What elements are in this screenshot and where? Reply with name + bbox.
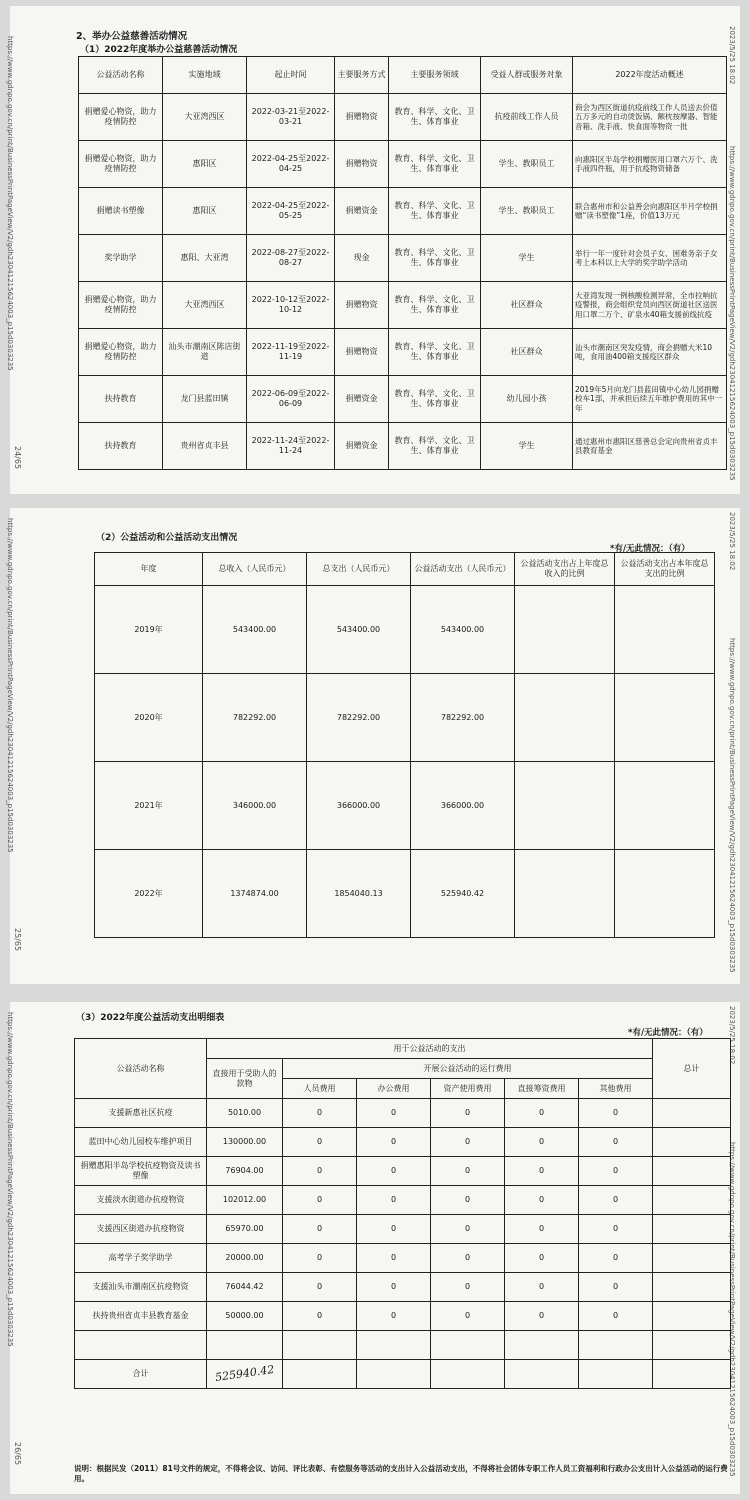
cell-charity: 782292.00: [411, 674, 515, 762]
cell-area: 惠阳、大亚湾: [163, 235, 247, 282]
cell-name: 奖学助学: [79, 235, 163, 282]
col-header: 公益活动支出（人民币元）: [411, 553, 515, 586]
cell-op: 0: [579, 1099, 653, 1128]
cell-desc: 2019年5月向龙门县蓝田镇中心幼儿园捐赠校车1部，并承担后续五年维护费用的其中一年: [573, 376, 727, 423]
table-row: [75, 1186, 731, 1215]
cell-total: [653, 1099, 731, 1128]
cell-desc: 举行一年一度针对会员子女、困难务亲子女考上本科以上大学的奖学助学活动: [573, 235, 727, 282]
table-row-total: [75, 1360, 731, 1389]
cell-direct: 130000.00: [207, 1128, 283, 1157]
cell-name: 蓝田中心幼儿园校车维护项目: [75, 1128, 207, 1157]
charity-activities-table: [78, 56, 727, 470]
document-page-25: [6, 508, 740, 984]
cell-expense: 543400.00: [307, 586, 411, 674]
expenditure-detail-table: [74, 1038, 731, 1389]
cell-op: 0: [357, 1157, 431, 1186]
col-header: 公益活动支出占本年度总支出的比例: [615, 553, 715, 586]
col-header: 主要服务方式: [335, 57, 389, 94]
cell-name: 扶持教育: [79, 423, 163, 470]
cell-op: 0: [283, 1215, 357, 1244]
table-row: [75, 1302, 731, 1331]
col-header: 总收入（人民币元）: [203, 553, 307, 586]
table-row: [95, 586, 715, 674]
cell-name: 捐赠爱心物资，助力疫情防控: [79, 329, 163, 376]
cell-op: 0: [357, 1099, 431, 1128]
cell-charity: 366000.00: [411, 762, 515, 850]
page-number: 26/65: [13, 1442, 22, 1466]
cell-op: 0: [505, 1128, 579, 1157]
cell-op: 0: [579, 1186, 653, 1215]
cell-op: 0: [283, 1157, 357, 1186]
col-header: 公益活动支出占上年度总收入的比例: [515, 553, 615, 586]
cell-time: 2022-11-24至2022-11-24: [247, 423, 335, 470]
cell-direct: 65970.00: [207, 1215, 283, 1244]
col-header-op: 人员费用: [283, 1079, 357, 1099]
has-situation-note: *有/无此情况：（有）: [628, 1028, 708, 1038]
cell-target: 社区群众: [481, 329, 573, 376]
cell-op: 0: [283, 1186, 357, 1215]
cell-time: 2022-03-21至2022-03-21: [247, 94, 335, 141]
cell-op: 0: [357, 1128, 431, 1157]
cell-income: 543400.00: [203, 586, 307, 674]
page-url-right: https://www.gdnpo.gov.cn/print/BusinessPrintPageView/V2/gdh23041215624003_p15d0303235: [728, 1142, 736, 1477]
cell-name: 捐赠惠阳半岛学校抗疫物资及读书塑像: [75, 1157, 207, 1186]
cell-op: 0: [283, 1128, 357, 1157]
cell-income: 1374874.00: [203, 850, 307, 938]
col-header: 年度: [95, 553, 203, 586]
cell-time: 2022-04-25至2022-04-25: [247, 141, 335, 188]
cell-op: 0: [579, 1302, 653, 1331]
cell-op: 0: [357, 1215, 431, 1244]
cell-op: 0: [431, 1273, 505, 1302]
table-row: [95, 762, 715, 850]
cell-year: 2020年: [95, 674, 203, 762]
cell-area: 惠阳区: [163, 188, 247, 235]
cell-empty: [431, 1360, 505, 1389]
cell-field: 教育、科学、文化、卫生、体育事业: [389, 376, 481, 423]
cell-target: 社区群众: [481, 282, 573, 329]
has-situation-note: *有/无此情况：（有）: [610, 544, 690, 554]
cell-field: 教育、科学、文化、卫生、体育事业: [389, 141, 481, 188]
cell-target: 学生、教职员工: [481, 141, 573, 188]
cell-ratio_prev: [515, 674, 615, 762]
cell-ratio_curr: [615, 586, 715, 674]
cell-time: 2022-11-19至2022-11-19: [247, 329, 335, 376]
cell-empty: [579, 1331, 653, 1360]
cell-field: 教育、科学、文化、卫生、体育事业: [389, 423, 481, 470]
cell-total: [653, 1273, 731, 1302]
cell-ratio_curr: [615, 674, 715, 762]
cell-op: 0: [431, 1157, 505, 1186]
table-row: [75, 1244, 731, 1273]
table-row: [79, 188, 727, 235]
table-row: [79, 329, 727, 376]
col-header-group: 用于公益活动的支出: [207, 1039, 653, 1059]
cell-op: 0: [431, 1215, 505, 1244]
col-header-total: 总计: [653, 1039, 731, 1099]
cell-field: 教育、科学、文化、卫生、体育事业: [389, 282, 481, 329]
cell-direct: 5010.00: [207, 1099, 283, 1128]
cell-op: 0: [431, 1186, 505, 1215]
cell-name: 支援淡水街道办抗疫物资: [75, 1186, 207, 1215]
table-row: [95, 850, 715, 938]
cell-target: 抗疫前线工作人员: [481, 94, 573, 141]
table-title: （3）2022年度公益活动支出明细表: [76, 1013, 225, 1023]
col-header: 主要服务领域: [389, 57, 481, 94]
cell-time: 2022-04-25至2022-05-25: [247, 188, 335, 235]
cell-direct: 76044.42: [207, 1273, 283, 1302]
handwritten-total: 525940.42: [214, 1363, 275, 1385]
cell-expense: 366000.00: [307, 762, 411, 850]
cell-method: 捐赠资金: [335, 423, 389, 470]
cell-target: 学生: [481, 235, 573, 282]
cell-target: 学生、教职员工: [481, 188, 573, 235]
cell-income: 346000.00: [203, 762, 307, 850]
col-header-op: 资产使用费用: [431, 1079, 505, 1099]
cell-area: 大亚湾西区: [163, 94, 247, 141]
col-header: 2022年度活动概述: [573, 57, 727, 94]
cell-ratio_prev: [515, 850, 615, 938]
cell-area: 汕头市潮南区陈店街道: [163, 329, 247, 376]
col-header-op: 办公费用: [357, 1079, 431, 1099]
cell-area: 惠阳区: [163, 141, 247, 188]
page-timestamp: 2023/5/25 18:02: [728, 1006, 736, 1065]
cell-expense: 782292.00: [307, 674, 411, 762]
cell-op: 0: [283, 1273, 357, 1302]
cell-year: 2019年: [95, 586, 203, 674]
table-row: [75, 1157, 731, 1186]
table-row: [79, 235, 727, 282]
page-timestamp: 2023/5/25 18:02: [728, 512, 736, 571]
cell-total: [653, 1186, 731, 1215]
cell-desc: 联合惠州市和公益善会向惠阳区半月学校捐赠“读书塑像”1座，价值13万元: [573, 188, 727, 235]
cell-op: 0: [579, 1215, 653, 1244]
cell-name: 捐赠爱心物资，助力疫情防控: [79, 141, 163, 188]
table-row: [79, 423, 727, 470]
cell-method: 现金: [335, 235, 389, 282]
table-row: [95, 674, 715, 762]
col-header-direct: 直接用于受助人的款物: [207, 1059, 283, 1099]
cell-empty: [207, 1331, 283, 1360]
cell-total: [653, 1244, 731, 1273]
cell-time: 2022-08-27至2022-08-27: [247, 235, 335, 282]
cell-field: 教育、科学、文化、卫生、体育事业: [389, 188, 481, 235]
cell-area: 龙门县蓝田镇: [163, 376, 247, 423]
cell-area: 大亚湾西区: [163, 282, 247, 329]
page-url-right: https://www.gdnpo.gov.cn/print/BusinessPrintPageView/V2/gdh23041215624003_p15d0303235: [728, 638, 736, 973]
page-number: 25/65: [13, 928, 22, 952]
cell-ratio_curr: [615, 850, 715, 938]
cell-name: 扶持教育: [79, 376, 163, 423]
cell-name: 支援汕头市潮南区抗疫物资: [75, 1273, 207, 1302]
cell-op: 0: [357, 1302, 431, 1331]
page-url-right: https://www.gdnpo.gov.cn/print/BusinessPrintPageView/V2/gdh23041215624003_p15d0303235: [728, 146, 736, 481]
expenditure-summary-table: [94, 552, 715, 938]
cell-op: 0: [431, 1302, 505, 1331]
cell-empty: [283, 1360, 357, 1389]
cell-direct: 50000.00: [207, 1302, 283, 1331]
cell-target: 幼儿园小孩: [481, 376, 573, 423]
cell-ratio_curr: [615, 762, 715, 850]
cell-year: 2021年: [95, 762, 203, 850]
col-header: 起止时间: [247, 57, 335, 94]
cell-op: 0: [505, 1157, 579, 1186]
cell-expense: 1854040.13: [307, 850, 411, 938]
cell-total: [653, 1128, 731, 1157]
col-header: 总支出（人民币元）: [307, 553, 411, 586]
cell-name: 捐赠读书塑像: [79, 188, 163, 235]
cell-name: 高考学子奖学助学: [75, 1244, 207, 1273]
cell-field: 教育、科学、文化、卫生、体育事业: [389, 329, 481, 376]
section-title: 2、举办公益慈善活动情况: [76, 31, 188, 42]
cell-op: 0: [431, 1099, 505, 1128]
cell-op: 0: [579, 1157, 653, 1186]
cell-desc: 向惠阳区半岛学校捐赠医用口罩六万个、洗手液四件瓶，用于抗疫物资储备: [573, 141, 727, 188]
table-title: （1）2022年度举办公益慈善活动情况: [80, 45, 238, 55]
page-timestamp: 2023/5/25 18:02: [728, 26, 736, 85]
col-header-op: 其他费用: [579, 1079, 653, 1099]
cell-op: 0: [505, 1273, 579, 1302]
cell-desc: 商会为西区街道抗疫前线工作人员送去价值五万多元的自动烫饭锅、额枕按摩器、智能音箱、洗手液、快食面等物资一批: [573, 94, 727, 141]
cell-desc: 汕头市潮南区突发疫情，商会捐赠大米10吨，食用油400箱支援疫区群众: [573, 329, 727, 376]
table-row: [75, 1273, 731, 1302]
page-url: https://www.gdnpo.gov.cn/print/BusinessPrintPageView/V2/gdh23041215624003_p15d0303235: [6, 518, 14, 853]
cell-op: 0: [357, 1244, 431, 1273]
cell-op: 0: [505, 1186, 579, 1215]
table-row: [75, 1128, 731, 1157]
cell-name: 支援新惠社区抗疫: [75, 1099, 207, 1128]
cell-direct: 102012.00: [207, 1186, 283, 1215]
cell-empty: [283, 1331, 357, 1360]
cell-method: 捐赠资金: [335, 188, 389, 235]
cell-op: 0: [579, 1128, 653, 1157]
cell-empty: [357, 1331, 431, 1360]
cell-total: [653, 1302, 731, 1331]
cell-op: 0: [357, 1273, 431, 1302]
cell-op: 0: [431, 1128, 505, 1157]
col-header-op: 直接筹资费用: [505, 1079, 579, 1099]
cell-method: 捐赠物资: [335, 94, 389, 141]
col-header-name: 公益活动名称: [75, 1039, 207, 1099]
cell-time: 2022-06-09至2022-06-09: [247, 376, 335, 423]
cell-empty: [505, 1331, 579, 1360]
table-row: [79, 94, 727, 141]
cell-empty: [579, 1360, 653, 1389]
table-row: [75, 1215, 731, 1244]
col-header: 公益活动名称: [79, 57, 163, 94]
footnote: 说明：根据民发（2011）81号文件的规定，不得将会议、访问、评比表彰、有偿服务等活动的支出计入公益活动支出，不得将社会团体专职工作人员工资福利和行政办公支出计入公益活动的运行费用。: [74, 1464, 728, 1484]
cell-empty: [357, 1360, 431, 1389]
cell-name: 捐赠爱心物资，助力疫情防控: [79, 94, 163, 141]
cell-field: 教育、科学、文化、卫生、体育事业: [389, 94, 481, 141]
cell-time: 2022-10-12至2022-10-12: [247, 282, 335, 329]
cell-empty: [505, 1360, 579, 1389]
cell-year: 2022年: [95, 850, 203, 938]
cell-op: 0: [283, 1302, 357, 1331]
page-url: https://www.gdnpo.gov.cn/print/BusinessPrintPageView/V2/gdh23041215624003_p15d0303235: [6, 36, 14, 371]
cell-name: 扶持贵州省贞丰县教育基金: [75, 1302, 207, 1331]
document-page-24: [6, 6, 740, 494]
total-label: 合计: [75, 1360, 207, 1389]
cell-total: [653, 1215, 731, 1244]
cell-income: 782292.00: [203, 674, 307, 762]
cell-charity: 525940.42: [411, 850, 515, 938]
table-row: [75, 1099, 731, 1128]
cell-op: 0: [283, 1099, 357, 1128]
cell-op: 0: [579, 1273, 653, 1302]
table-row-empty: [75, 1331, 731, 1360]
cell-charity: 543400.00: [411, 586, 515, 674]
cell-desc: 大亚湾发现一例核酸检测异常，全市拉响抗疫警报，商会组织党员向西区街道社区送医用口罩二万个、矿泉水40箱支援前线抗疫: [573, 282, 727, 329]
col-header: 实施地域: [163, 57, 247, 94]
table-row: [79, 282, 727, 329]
cell-empty: [431, 1331, 505, 1360]
col-header-operating: 开展公益活动的运行费用: [283, 1059, 653, 1079]
cell-empty: [653, 1360, 731, 1389]
cell-total: [653, 1157, 731, 1186]
document-page-26: [6, 1002, 740, 1494]
cell-ratio_prev: [515, 762, 615, 850]
cell-method: 捐赠物资: [335, 141, 389, 188]
cell-empty: [653, 1331, 731, 1360]
cell-op: 0: [579, 1244, 653, 1273]
cell-op: 0: [431, 1244, 505, 1273]
cell-method: 捐赠物资: [335, 329, 389, 376]
cell-field: 教育、科学、文化、卫生、体育事业: [389, 235, 481, 282]
cell-ratio_prev: [515, 586, 615, 674]
total-handwritten-cell: [207, 1360, 283, 1389]
table-row: [79, 141, 727, 188]
cell-op: 0: [505, 1244, 579, 1273]
table-row: [79, 376, 727, 423]
cell-target: 学生: [481, 423, 573, 470]
cell-op: 0: [505, 1099, 579, 1128]
cell-op: 0: [505, 1302, 579, 1331]
cell-area: 贵州省贞丰县: [163, 423, 247, 470]
cell-op: 0: [505, 1215, 579, 1244]
cell-empty: [75, 1331, 207, 1360]
cell-name: 捐赠爱心物资，助力疫情防控: [79, 282, 163, 329]
cell-method: 捐赠物资: [335, 282, 389, 329]
cell-direct: 20000.00: [207, 1244, 283, 1273]
cell-name: 支援西区街道办抗疫物资: [75, 1215, 207, 1244]
page-number: 24/65: [13, 446, 22, 470]
table-title: （2）公益活动和公益活动支出情况: [96, 533, 238, 543]
cell-desc: 通过惠州市惠阳区慈善总会定向贵州省贞丰县教育基金: [573, 423, 727, 470]
page-url: https://www.gdnpo.gov.cn/print/BusinessPrintPageView/V2/gdh23041215624003_p15d0303235: [6, 1012, 14, 1347]
cell-op: 0: [283, 1244, 357, 1273]
cell-op: 0: [357, 1186, 431, 1215]
cell-direct: 76904.00: [207, 1157, 283, 1186]
cell-method: 捐赠资金: [335, 376, 389, 423]
col-header: 受益人群或服务对象: [481, 57, 573, 94]
